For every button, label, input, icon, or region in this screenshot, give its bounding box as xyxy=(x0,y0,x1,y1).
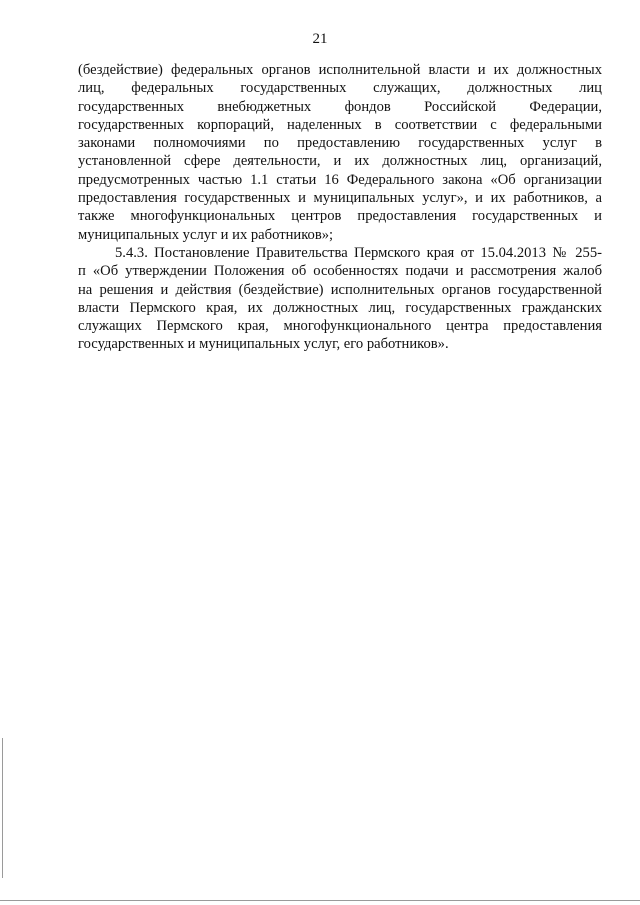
text-line: 5.4.3. Постановление Правительства Пермского края от 15.04.2013 № 255- xyxy=(115,244,602,261)
text-line: (бездействие) федеральных органов исполнительной власти и их должностных xyxy=(78,62,602,78)
scan-edge-mark xyxy=(2,738,3,878)
text-line: государственных и муниципальных услуг, его работников». xyxy=(78,336,449,353)
document-body xyxy=(78,61,602,354)
text-line: п «Об утверждении Положения об особенностях подачи и рассмотрения жалоб xyxy=(78,263,602,280)
paragraph-5-4-3 xyxy=(78,244,602,354)
text-line: муниципальных услуг и их работников»; xyxy=(78,226,334,243)
text-line: предусмотренных частью 1.1 статьи 16 Федерального закона «Об организации xyxy=(78,171,602,188)
text-line: установленной сфере деятельности, и их должностных лиц, организаций, xyxy=(78,153,602,170)
text-line: служащих Пермского края, многофункционального центра предоставления xyxy=(78,318,602,335)
text-line: государственных корпораций, наделенных в соответствии с федеральными xyxy=(78,116,602,133)
page-number: 21 xyxy=(312,31,328,47)
text-line: власти Пермского края, их должностных лиц, государственных гражданских xyxy=(78,299,602,316)
text-line: лиц, федеральных государственных служащих, должностных лиц xyxy=(78,80,602,97)
text-line: на решения и действия (бездействие) исполнительных органов государственной xyxy=(78,281,602,298)
scan-edge-mark xyxy=(0,900,640,901)
text-line: предоставления государственных и муниципальных услуг», и их работников, а xyxy=(78,190,602,207)
paragraph-continuation xyxy=(78,61,602,244)
text-line: также многофункциональных центров предоставления государственных и xyxy=(78,208,602,225)
text-line: государственных внебюджетных фондов Российской Федерации, xyxy=(78,98,602,115)
text-line: законами полномочиями по предоставлению государственных услуг в xyxy=(78,135,602,152)
